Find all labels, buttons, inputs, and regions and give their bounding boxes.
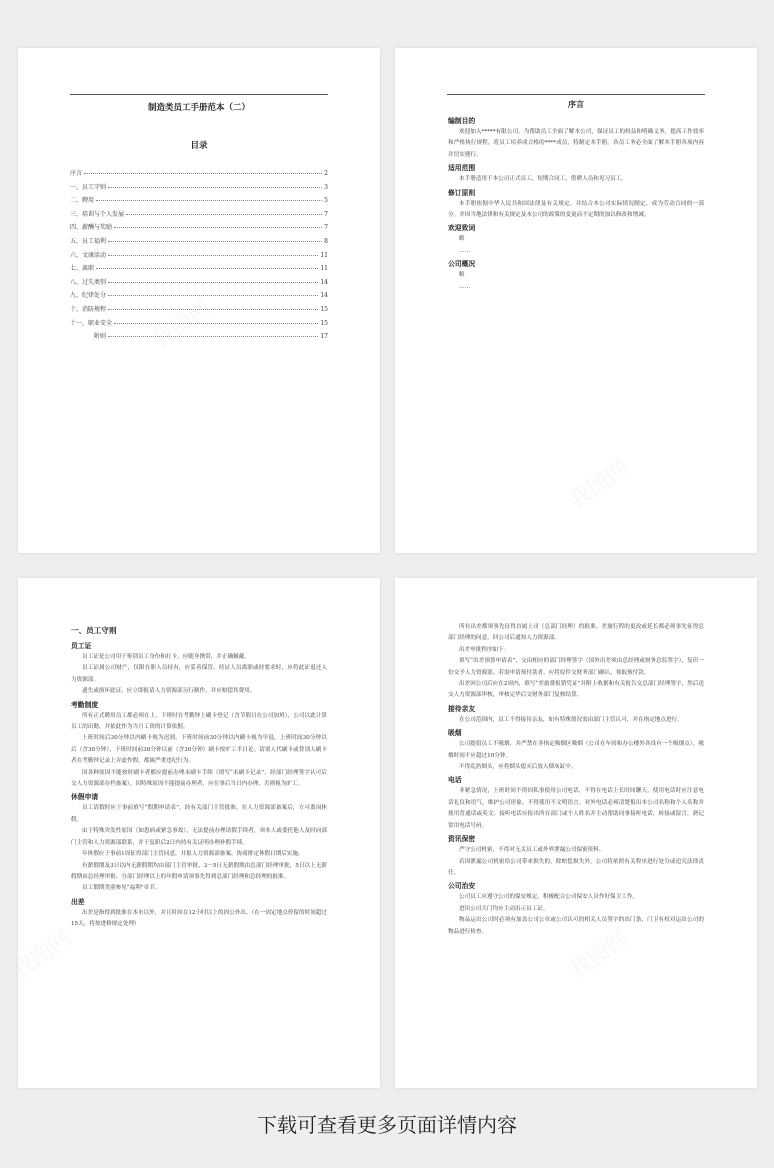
paragraph: 在公司范围内，员工不得接待亲友，如有特殊情况需由部门主管认可，并在指定地点进行。 [459, 716, 683, 723]
section-heading: 修订原则 [448, 188, 476, 197]
toc-label: 四、薪酬与奖励 [70, 224, 113, 232]
paragraph: 严守公司机密，不得对无关员工或外界泄漏公司保密资料。 [459, 847, 605, 854]
toc-row[interactable] [70, 304, 328, 318]
paragraph: 出差是指得到批准在本市以外，并且时间在12小时以上的因公外出。（在一固定地点停留的时间超过15天，将按进修规定处理） [71, 909, 327, 928]
toc-leader-dots [96, 200, 322, 201]
toc-page-number: 11 [320, 251, 328, 259]
document-page-3 [18, 578, 380, 1088]
paragraph: 员工证是公司用于鉴别员工身份和打卡，应随身携带，并正确佩戴。 [82, 654, 250, 660]
toc-page-number: 15 [320, 319, 328, 327]
watermark [562, 452, 634, 515]
paragraph: 员工假期类别参见“福利”章节。 [82, 885, 161, 892]
paragraph: 上班时间后30分钟以内刷卡视为迟到，下班时间前30分钟以内刷卡视为早退，上班时间30分钟以后（含30分钟），下班时间前30分钟以前（含30分钟）刷卡按旷工半日论。请别人代刷卡或替别人刷卡者在考勤钟记录上弄虚作假，都属严重违纪行为。 [71, 735, 327, 765]
paragraph: 略 [459, 272, 465, 279]
toc-leader-dots [114, 227, 322, 228]
toc-page-number: 15 [320, 305, 328, 313]
document-page-2 [395, 48, 757, 553]
paragraph: 非紧急情况，上班时间不得因私事使用公司电话，不得在电话上长时间聊天。使用电话时应注意电话礼仪和语气，维护公司形象，不得使用不文明语言。对外电话必须清楚报出本公司名称和个人名称并使用普通话或英文；接听电话应报出所在部门或个人姓名并主动帮助同事接听电话，转接或留言。熟记常用电话号码。 [448, 788, 704, 829]
toc-page-number: 7 [324, 210, 328, 218]
section-heading: 员工证 [71, 642, 92, 650]
section-heading: 编制目的 [448, 117, 476, 125]
document-page-4 [395, 578, 757, 1088]
toc-row[interactable] [70, 318, 328, 332]
top-rule [70, 94, 328, 95]
paragraph: 员工证属公司财产，仅限在职人员持有，应妥善保管，持证人员离职或经要求时，应将此证退还人力资源部。 [71, 665, 327, 683]
toc-label: 五、员工福利 [70, 237, 107, 245]
download-caption[interactable]: 下载可查看更多页面详情内容 [257, 1113, 517, 1137]
toc-label: 七、离职 [70, 265, 95, 273]
toc-label: 九、纪律处分 [70, 292, 107, 300]
paragraph: 进出公司大门均应主动出示员工证。 [459, 905, 549, 912]
preface-title: 序言 [568, 99, 584, 109]
paragraph: 年休假应于事前1周征得部门主管同意，并报人力资源部备案，协商排定休假日期后实施。 [82, 851, 304, 858]
toc-label: 附则 [94, 333, 107, 341]
section-heading: 公司治安 [448, 882, 476, 891]
toc-leader-dots [108, 282, 318, 283]
toc-row[interactable] [70, 263, 328, 277]
toc-label: 一、员工守则 [70, 183, 107, 191]
top-rule [447, 94, 705, 95]
paragraph: 公司员工应遵守公司的保安规定，积极配合公司保安人员作好保卫工作。 [459, 894, 639, 901]
toc-page-number: 8 [324, 237, 328, 245]
document-page-1 [18, 48, 380, 553]
toc-label: 二、聘用 [70, 197, 95, 205]
toc-row[interactable] [70, 195, 328, 209]
toc-leader-dots [114, 323, 318, 324]
toc-page-number: 3 [324, 183, 328, 191]
paragraph: 所有出差都须事先征得直属上司（总部门经理）的批准，差旅行程的更改或延长都必须事先征得总部门经理的同意，回公司后通知人力资源部。 [448, 624, 704, 642]
section-heading: 吸烟 [448, 729, 462, 738]
paragraph: 本手册依据中华人民共和国法律及有关规定，并结合本公司实际情况制定，成为劳动合同的一部分。并因当地法律和有关规定及本公司的政策的变更而不定期的加以修改和增减。 [448, 200, 704, 219]
toc-leader-dots [108, 187, 322, 188]
paragraph: 物品运出公司时必须有加盖公司公章或公司认可的相关人员签字的出门条，门卫有权对运出公司的物品进行检查。 [448, 917, 704, 935]
toc-row[interactable] [70, 209, 328, 223]
toc-leader-dots [84, 173, 322, 174]
toc-page-number: 2 [324, 170, 328, 177]
toc-row[interactable] [70, 331, 328, 345]
document-title: 制造类员工手册范本（二） [147, 103, 250, 113]
toc-label: 十一、职业安全 [70, 319, 113, 327]
toc-leader-dots [108, 255, 318, 256]
chapter-body-continued [448, 622, 704, 938]
paragraph: 有薪假期及3日以内无薪假期均由部门主管审批，3－5日无薪假期由总部门经理审批，5日以上无薪假期由总经理审批。分部门经理以上的年假申请须事先得到总部门经理和总经理的批准。 [71, 862, 327, 880]
paragraph: 遗失或损坏此证，应立即报请人力资源部另行制作，并应赔偿其费用。 [82, 688, 256, 695]
section-heading: 资讯保密 [448, 835, 476, 844]
paragraph: 不得乱扔烟头，应将烟头熄灭后放入烟灰缸中。 [459, 764, 577, 771]
paragraph: 员工请假时应于事前填写“假期申请表”，经有关部门主管批准，在人力资源部备案后，方可离岗休假。 [71, 805, 327, 823]
toc-label: 序言 [70, 170, 83, 177]
section-heading: 适用范围 [448, 164, 476, 173]
toc-page-number: 14 [320, 292, 328, 300]
toc-label: 六、文康活动 [70, 251, 107, 259]
paragraph: 出差回公司后应在2周内，填写“差旅费报销凭证”并附上收据和有关报告交总部门经理签字，然后送交人力资源部审核，审核完毕后交财务部门复核结算。 [448, 681, 704, 699]
paragraph: 略 [459, 236, 465, 243]
toc-label: 十、消防规程 [70, 305, 107, 313]
section-heading: 休假申请 [71, 793, 99, 802]
toc-label: 八、过失类别 [70, 278, 107, 286]
paragraph: …… [459, 247, 471, 254]
paragraph: 填写“出差预算申请表”，交由相应的部门经理签字（国外出差须由总经理或财务总监签字），复印一份交予人力资源部。若需申请预付款者，应将原件交财务部门确认，领取预付款。 [448, 658, 704, 676]
chapter-title: 一、员工守则 [71, 626, 117, 635]
toc-page-number: 7 [324, 224, 328, 232]
toc-row[interactable] [70, 182, 328, 196]
toc-heading: 目录 [190, 141, 208, 151]
toc-row[interactable] [70, 277, 328, 291]
section-heading: 欢迎致词 [448, 224, 476, 233]
paragraph: 出差申批程序如下： [459, 646, 510, 653]
table-of-contents [70, 168, 328, 345]
toc-row[interactable] [70, 290, 328, 304]
preface-body [448, 114, 704, 293]
toc-row[interactable] [70, 250, 328, 264]
chapter-body [71, 624, 327, 931]
toc-leader-dots [96, 268, 318, 269]
paragraph: 公司提倡员工不吸烟，并严禁在非指定吸烟区吸烟（公司在车间和办公楼外各设有一个吸烟点）。吸烟时间不应超过10分钟。 [448, 741, 704, 759]
toc-leader-dots [126, 214, 322, 215]
section-heading: 出差 [71, 897, 85, 906]
toc-leader-dots [108, 309, 318, 310]
paragraph: 因各种原因不能按时刷卡者都应提前办理未刷卡手续（填写“未刷卡记录”，经部门经理签字认可后交人力资源部存档备案）。因特殊原因不能提前办理者，应在事后当日内办理，否则视为旷工。 [71, 769, 327, 788]
toc-row[interactable] [70, 168, 328, 182]
toc-page-number: 11 [320, 265, 328, 273]
toc-row[interactable] [70, 236, 328, 250]
paragraph: 由于特殊突发性原因（如患病或紧急事故），无法提前办理请假手续者，须本人或委托他人及时向部门主管和人力资源部联系，并于复职后2日内持有关证明办理补假手续。 [71, 828, 327, 846]
paragraph: 欢迎加入*****有限公司。为帮助员工全面了解本公司，保证员工的权益和明确义务，提高工作效率和严格执行规程，将员工培养成合格的****成员，特制定本手册。各员工务必全面了解本手册各项内容并切实遵行。 [448, 129, 704, 158]
toc-leader-dots [108, 241, 322, 242]
section-heading: 接待亲友 [448, 704, 476, 713]
toc-row[interactable] [70, 222, 328, 236]
toc-page-number: 14 [320, 278, 328, 286]
paragraph: 若因泄漏公司机密给公司带来损失的，除赔偿损失外，公司将依照有关程序进行处分或追究法律责任。 [448, 858, 704, 876]
section-heading: 公司概况 [448, 260, 476, 269]
section-heading: 考勤制度 [71, 700, 99, 709]
toc-page-number: 5 [324, 197, 328, 205]
toc-page-number: 17 [320, 333, 328, 341]
paragraph: 所有正式聘用员工都必须在上，下班时在考勤钟上刷卡登记（含节假日在公司加班），公司以此计算员工的出勤，并依此作为当月工资的计算依据。 [71, 712, 327, 731]
paragraph: …… [459, 283, 471, 290]
paragraph: 本手册适用于本公司正式员工，短期合同工，借聘人员和见习员工。 [459, 176, 627, 183]
section-heading: 电话 [448, 776, 462, 785]
toc-leader-dots [108, 295, 318, 296]
toc-label: 三、培训与个人发展 [70, 210, 125, 218]
toc-leader-dots [108, 336, 318, 337]
watermark [18, 922, 77, 985]
